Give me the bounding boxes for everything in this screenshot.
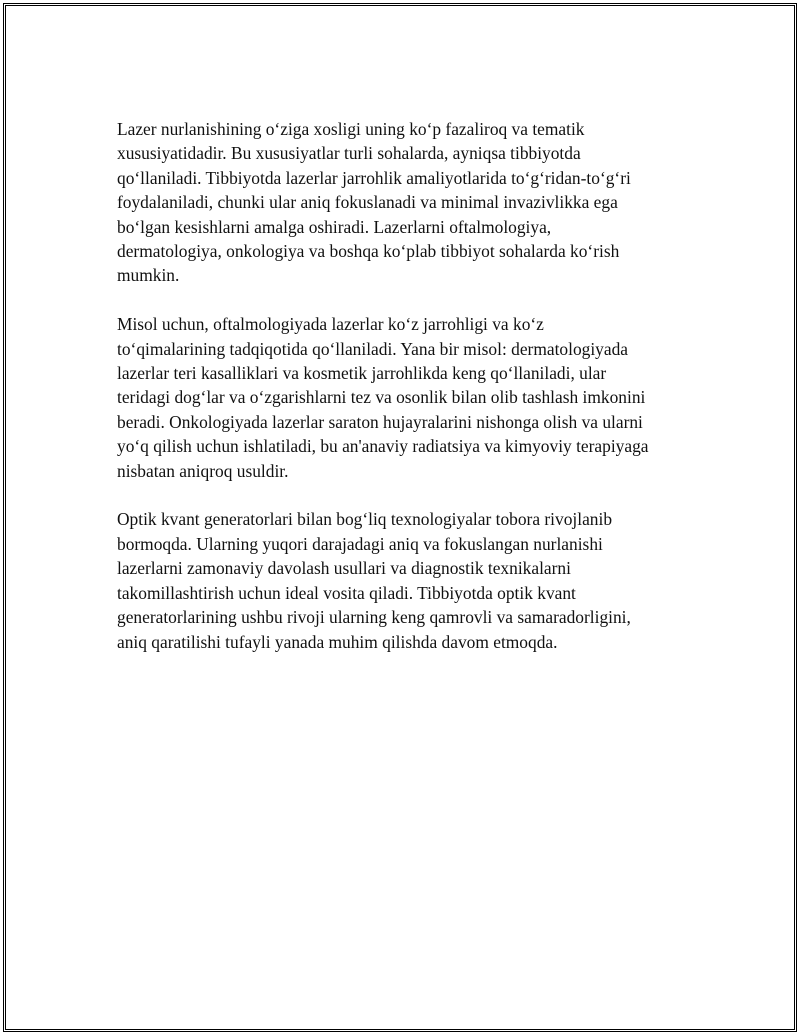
- text-line: boʻlgan kesishlarni amalga oshiradi. Lazerlarni oftalmologiya,: [117, 216, 552, 237]
- document-body: [117, 117, 697, 678]
- text-line: teridagi dogʻlar va oʻzgarishlarni tez va osonlik bilan olib tashlash imkonini: [117, 387, 646, 408]
- text-line: dermatologiya, onkologiya va boshqa koʻplab tibbiyot sohalarda koʻrish: [117, 241, 620, 262]
- text-line: qoʻllaniladi. Tibbiyotda lazerlar jarrohlik amaliyotlarida toʻgʻridan-toʻgʻri: [117, 167, 631, 188]
- text-line: generatorlarining ushbu rivoji ularning keng qamrovli va samaradorligini,: [117, 607, 631, 628]
- text-line: xususiyatidadir. Bu xususiyatlar turli sohalarda, ayniqsa tibbiyotda: [117, 143, 581, 164]
- paragraph-1: [117, 117, 697, 288]
- text-line: Optik kvant generatorlari bilan bogʻliq texnologiyalar tobora rivojlanib: [117, 509, 613, 530]
- text-line: takomillashtirish uchun ideal vosita qiladi. Tibbiyotda optik kvant: [117, 582, 576, 603]
- text-line: lazerlar teri kasalliklari va kosmetik jarrohlikda keng qoʻllaniladi, ular: [117, 363, 607, 384]
- text-line: nisbatan aniqroq usuldir.: [117, 460, 289, 481]
- text-line: bormoqda. Ularning yuqori darajadagi aniq va fokuslangan nurlanishi: [117, 533, 603, 554]
- text-line: beradi. Onkologiyada lazerlar saraton hujayralarini nishonga olish va ularni: [117, 411, 643, 432]
- text-line: foydalaniladi, chunki ular aniq fokuslanadi va minimal invazivlikka ega: [117, 192, 618, 213]
- text-line: lazerlarni zamonaviy davolash usullari va diagnostik texnikalarni: [117, 558, 571, 579]
- text-line: yoʻq qilish uchun ishlatiladi, bu an'anaviy radiatsiya va kimyoviy terapiyaga: [117, 436, 649, 457]
- paragraph-3: [117, 507, 697, 653]
- text-line: toʻqimalarining tadqiqotida qoʻllaniladi. Yana bir misol: dermatologiyada: [117, 338, 628, 359]
- text-line: Lazer nurlanishining oʻziga xosligi uning koʻp fazaliroq va tematik: [117, 119, 585, 139]
- text-line: mumkin.: [117, 265, 180, 286]
- text-line: Misol uchun, oftalmologiyada lazerlar koʻz jarrohligi va koʻz: [117, 314, 544, 335]
- paragraph-2: [117, 312, 697, 483]
- text-line: aniq qaratilishi tufayli yanada muhim qilishda davom etmoqda.: [117, 631, 558, 652]
